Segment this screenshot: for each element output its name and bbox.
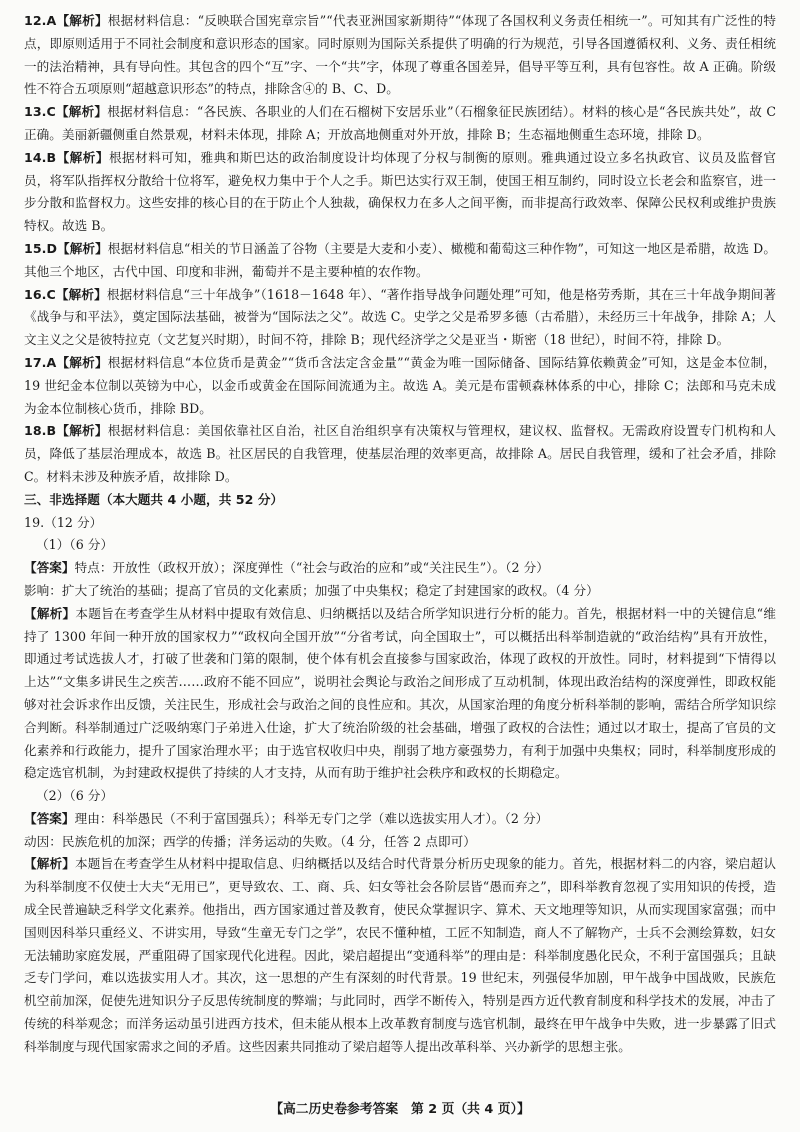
question-19-part2-label: （2）（6 分） — [36, 788, 114, 804]
answer-12: 12.A【解析】根据材料信息：“反映联合国宪章宗旨”“代表亚洲国家新期待”“体现了各国权利义务责任相统一”。可知其有广泛性的特点，即原则适用于不同社会制度和意识形态的国家。同时原则为国际关系提供了明确的行为规范，引导各国遵循权利、义务、责任相统一的法治精神，具有导向性。其包含的四个“互”字、一个“共”字，体现了尊重各国差异，倡导平等互利，具有包容性。故 A 正确。阶级性不符合五项原则“超越意识形态”的特点，排除含④的 B、C、D。 — [24, 13, 776, 97]
answer-18: 18.B【解析】根据材料信息：美国依靠社区自治，社区自治组织享有决策权与管理权，建议权、监督权。无需政府设置专门机构和人员，降低了基层治理成本，故选 B。社区居民的自我管理，使基层治理的效率更高，故排除 A。居民自我管理，缓和了社会矛盾，排除 C。材料未涉及种族矛盾，故排除 D。 — [24, 423, 776, 484]
question-19-part1-analysis: 【解析】本题旨在考查学生从材料中提取有效信息、归纳概括以及结合所学知识进行分析的能力。首先，根据材料一中的关键信息“维持了 1300 年间一种开放的国家权力”“政权向全国开放”“分省考试，向全国取士”，可以概括出科举制造就的“政治结构”具有开放性，即通过考试选拔人才，打破了世袭和门第的限制，使个体有机会直接参与国家政治，体现了政权的开放性。同时，材料提到“下情得以上达”“文集多讲民生之疾苦……政府不能不回应”，说明社会舆论与政治之间形成了互动机制，体现出政治结构的深度弹性，即政权能够对社会诉求作出反馈，关注民生，形成社会与政治之间的良性应和。其次，从国家治理的角度分析科举制的影响，需结合所学知识综合判断。科举制通过广泛吸纳寒门子弟进入仕途，扩大了统治阶级的社会基础，增强了政权的合法性；通过以才取士，提高了官员的文化素养和行政能力，提升了国家治理水平；由于选官权收归中央，削弱了地方豪强势力，有利于加强中央集权；同时，科举制度形成的稳定选官机制，为封建政权提供了持续的人才支持，从而有助于维护社会秩序和政权的长期稳定。 — [24, 605, 776, 781]
answer-15: 15.D【解析】根据材料信息“相关的节日涵盖了谷物（主要是大麦和小麦）、橄榄和葡萄这三种作物”，可知这一地区是希腊，故选 D。其他三个地区，古代中国、印度和非洲，葡萄并不是主要种植的农作物。 — [24, 240, 776, 279]
answer-content — [24, 10, 776, 1059]
answer-17: 17.A【解析】根据材料信息“本位货币是黄金”“货币含法定含金量”“黄金为唯一国际储备、国际结算依赖黄金”可知，这是金本位制，19 世纪金本位制以英镑为中心，以金币或黄金在国际间流通为主。故选 A。美元是布雷顿森林体系的中心，排除 C；法郎和马克未成为金本位制核心货币，排除 BD。 — [24, 354, 776, 416]
answer-14: 14.B【解析】根据材料可知，雅典和斯巴达的政治制度设计均体现了分权与制衡的原则。雅典通过设立多名执政官、议员及监督官员，将军队指挥权分散给十位将军，避免权力集中于个人之手。斯巴达实行双王制，使国王相互制约，同时设立长老会和监察官，进一步分散和监督权力。这些安排的核心目的在于防止个人独裁，确保权力在多人之间平衡，而非提高行政效率、保障公民权利或维护贵族特权。故选 B。 — [24, 149, 776, 234]
question-19-part1-label: （1）（6 分） — [36, 537, 114, 553]
question-19-part2-motive: 动因：民族危机的加深；西学的传播；洋务运动的失败。（4 分，任答 2 点即可） — [24, 833, 476, 849]
answer-16: 16.C【解析】根据材料信息“三十年战争”（1618－1648 年）、“著作指导战争问题处理”可知，他是格劳秀斯，其在三十年战争期间著《战争与和平法》，奠定国际法基础，被誉为“国际法之父”。故选 C。史学之父是希罗多德（古希腊），未经历三十年战争，排除 A；人文主义之父是彼特拉克（文艺复兴时期），时间不符，排除 B；现代经济学之父是亚当・斯密（18 世纪），时间不符，排除 D。 — [24, 286, 776, 348]
question-19-part1-answer: 【答案】特点：开放性（政权开放）；深度弹性（“社会与政治的应和”或“关注民生”）。（2 分） — [24, 560, 549, 576]
question-19-part2-answer: 【答案】理由：科举愚民（不利于富国强兵）；科举无专门之学（难以选拔实用人才）。（2 分） — [24, 810, 549, 826]
question-19-part1-impact: 影响：扩大了统治的基础；提高了官员的文化素质；加强了中央集权；稳定了封建国家的政权。（4 分） — [24, 582, 599, 598]
question-19-part2-analysis: 【解析】本题旨在考查学生从材料中提取信息、归纳概括以及结合时代背景分析历史现象的能力。首先，根据材料二的内容，梁启超认为科举制度不仅使士大夫“无用已”，更导致农、工、商、兵、妇女等社会各阶层皆“愚而弃之”，即科举教育忽视了实用知识的传授，造成全民普遍缺乏科学文化素养。他指出，西方国家通过普及教育，使民众掌握识字、算术、天文地理等知识，从而实现国家富强；而中国则因科举只重经义、不讲实用，导致“生童无专门之学”，农民不懂种植，工匠不知制造，商人不了解物产，士兵不会测绘算数，妇女无法辅助家庭发展，严重阻碍了国家现代化进程。因此，梁启超提出“变通科举”的理由是：科举制度愚化民众，不利于富国强兵；且缺乏专门学问，难以选拔实用人才。其次，这一思想的产生有深刻的时代背景。19 世纪末，列强侵华加剧，甲午战争中国战败，民族危机空前加深，促使先进知识分子反思传统制度的弊端；与此同时，西学不断传入，特别是西方近代教育制度和科学技术的发展，冲击了传统的科举观念；而洋务运动虽引进西方技术，但未能从根本上改革教育制度与选官机制，最终在甲午战争中失败，进一步暴露了旧式科举制度与现代国家需求之间的矛盾。这些因素共同推动了梁启超等人提出改革科举、兴办新学的思想主张。 — [24, 856, 777, 1054]
page-footer: 【高二历史卷参考答案 第 2 页（共 4 页）】 — [270, 1102, 530, 1117]
section-heading: 三、非选择题（本大题共 4 小题，共 52 分） — [24, 491, 284, 507]
question-19-header: 19.（12 分） — [24, 514, 103, 530]
answer-13: 13.C【解析】根据材料信息：“各民族、各职业的人们在石榴树下安居乐业”（石榴象征民族团结）。材料的核心是“各民族共处”，故 C 正确。美丽新疆侧重自然景观，材料未体现，排除 A；开放高地侧重对外开放，排除 B；生态福地侧重生态环境，排除 D。 — [24, 104, 777, 142]
